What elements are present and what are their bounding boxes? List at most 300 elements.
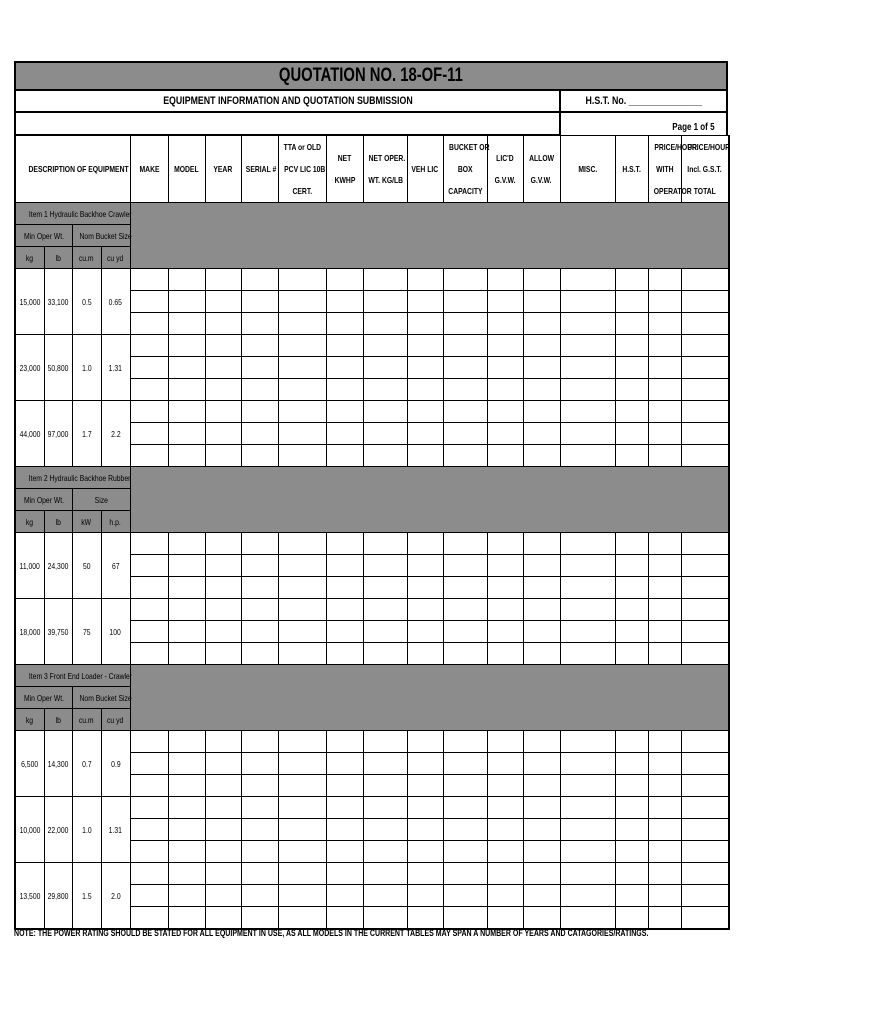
- entry-cell[interactable]: [560, 357, 615, 379]
- entry-cell[interactable]: [278, 731, 326, 753]
- entry-cell[interactable]: [615, 445, 648, 467]
- entry-cell[interactable]: [326, 401, 363, 423]
- entry-cell[interactable]: [615, 885, 648, 907]
- entry-cell[interactable]: [205, 753, 241, 775]
- entry-cell[interactable]: [363, 269, 407, 291]
- entry-cell[interactable]: [681, 819, 729, 841]
- entry-cell[interactable]: [615, 797, 648, 819]
- entry-cell[interactable]: [278, 357, 326, 379]
- entry-cell[interactable]: [523, 533, 560, 555]
- entry-cell[interactable]: [363, 533, 407, 555]
- entry-cell[interactable]: [130, 753, 168, 775]
- entry-cell[interactable]: [523, 819, 560, 841]
- entry-cell[interactable]: [326, 423, 363, 445]
- entry-cell[interactable]: [241, 731, 278, 753]
- entry-cell[interactable]: [278, 269, 326, 291]
- entry-cell[interactable]: [523, 797, 560, 819]
- entry-cell[interactable]: [168, 753, 205, 775]
- entry-cell[interactable]: [326, 863, 363, 885]
- entry-cell[interactable]: [648, 731, 681, 753]
- entry-cell[interactable]: [487, 621, 523, 643]
- entry-cell[interactable]: [407, 797, 443, 819]
- entry-cell[interactable]: [241, 775, 278, 797]
- entry-cell[interactable]: [615, 291, 648, 313]
- entry-cell[interactable]: [560, 533, 615, 555]
- entry-cell[interactable]: [615, 863, 648, 885]
- entry-cell[interactable]: [407, 313, 443, 335]
- entry-cell[interactable]: [241, 907, 278, 930]
- entry-cell[interactable]: [363, 577, 407, 599]
- entry-cell[interactable]: [443, 775, 487, 797]
- entry-cell[interactable]: [130, 335, 168, 357]
- entry-cell[interactable]: [168, 291, 205, 313]
- entry-cell[interactable]: [205, 269, 241, 291]
- entry-cell[interactable]: [205, 841, 241, 863]
- entry-cell[interactable]: [560, 819, 615, 841]
- entry-cell[interactable]: [523, 335, 560, 357]
- entry-cell[interactable]: [407, 863, 443, 885]
- entry-cell[interactable]: [241, 863, 278, 885]
- entry-cell[interactable]: [681, 643, 729, 665]
- entry-cell[interactable]: [278, 555, 326, 577]
- entry-cell[interactable]: [523, 643, 560, 665]
- entry-cell[interactable]: [130, 885, 168, 907]
- entry-cell[interactable]: [615, 379, 648, 401]
- entry-cell[interactable]: [443, 533, 487, 555]
- entry-cell[interactable]: [615, 753, 648, 775]
- entry-cell[interactable]: [278, 291, 326, 313]
- entry-cell[interactable]: [560, 423, 615, 445]
- entry-cell[interactable]: [363, 379, 407, 401]
- entry-cell[interactable]: [130, 423, 168, 445]
- entry-cell[interactable]: [523, 841, 560, 863]
- entry-cell[interactable]: [407, 291, 443, 313]
- entry-cell[interactable]: [130, 533, 168, 555]
- entry-cell[interactable]: [560, 863, 615, 885]
- entry-cell[interactable]: [326, 445, 363, 467]
- entry-cell[interactable]: [241, 379, 278, 401]
- entry-cell[interactable]: [130, 599, 168, 621]
- entry-cell[interactable]: [648, 313, 681, 335]
- entry-cell[interactable]: [648, 841, 681, 863]
- entry-cell[interactable]: [278, 621, 326, 643]
- entry-cell[interactable]: [326, 731, 363, 753]
- entry-cell[interactable]: [278, 907, 326, 930]
- entry-cell[interactable]: [407, 643, 443, 665]
- entry-cell[interactable]: [168, 621, 205, 643]
- entry-cell[interactable]: [443, 863, 487, 885]
- entry-cell[interactable]: [615, 819, 648, 841]
- entry-cell[interactable]: [168, 445, 205, 467]
- entry-cell[interactable]: [363, 819, 407, 841]
- entry-cell[interactable]: [560, 445, 615, 467]
- entry-cell[interactable]: [130, 357, 168, 379]
- entry-cell[interactable]: [407, 401, 443, 423]
- entry-cell[interactable]: [648, 753, 681, 775]
- entry-cell[interactable]: [487, 863, 523, 885]
- entry-cell[interactable]: [523, 291, 560, 313]
- entry-cell[interactable]: [363, 621, 407, 643]
- entry-cell[interactable]: [278, 401, 326, 423]
- entry-cell[interactable]: [560, 379, 615, 401]
- entry-cell[interactable]: [407, 621, 443, 643]
- entry-cell[interactable]: [523, 445, 560, 467]
- entry-cell[interactable]: [205, 599, 241, 621]
- entry-cell[interactable]: [615, 269, 648, 291]
- entry-cell[interactable]: [326, 819, 363, 841]
- entry-cell[interactable]: [487, 775, 523, 797]
- entry-cell[interactable]: [560, 269, 615, 291]
- entry-cell[interactable]: [241, 577, 278, 599]
- entry-cell[interactable]: [205, 313, 241, 335]
- entry-cell[interactable]: [681, 555, 729, 577]
- entry-cell[interactable]: [681, 423, 729, 445]
- entry-cell[interactable]: [560, 599, 615, 621]
- entry-cell[interactable]: [523, 555, 560, 577]
- entry-cell[interactable]: [615, 731, 648, 753]
- entry-cell[interactable]: [407, 753, 443, 775]
- entry-cell[interactable]: [241, 841, 278, 863]
- entry-cell[interactable]: [487, 753, 523, 775]
- entry-cell[interactable]: [487, 907, 523, 930]
- entry-cell[interactable]: [205, 621, 241, 643]
- entry-cell[interactable]: [326, 577, 363, 599]
- entry-cell[interactable]: [523, 753, 560, 775]
- entry-cell[interactable]: [560, 775, 615, 797]
- entry-cell[interactable]: [278, 753, 326, 775]
- entry-cell[interactable]: [407, 379, 443, 401]
- entry-cell[interactable]: [205, 885, 241, 907]
- entry-cell[interactable]: [363, 841, 407, 863]
- entry-cell[interactable]: [407, 533, 443, 555]
- entry-cell[interactable]: [443, 819, 487, 841]
- entry-cell[interactable]: [681, 775, 729, 797]
- entry-cell[interactable]: [241, 599, 278, 621]
- entry-cell[interactable]: [363, 423, 407, 445]
- entry-cell[interactable]: [130, 621, 168, 643]
- entry-cell[interactable]: [407, 907, 443, 930]
- entry-cell[interactable]: [326, 357, 363, 379]
- entry-cell[interactable]: [560, 643, 615, 665]
- entry-cell[interactable]: [241, 819, 278, 841]
- entry-cell[interactable]: [648, 533, 681, 555]
- entry-cell[interactable]: [168, 269, 205, 291]
- entry-cell[interactable]: [648, 797, 681, 819]
- entry-cell[interactable]: [487, 445, 523, 467]
- entry-cell[interactable]: [363, 335, 407, 357]
- entry-cell[interactable]: [681, 357, 729, 379]
- entry-cell[interactable]: [130, 269, 168, 291]
- entry-cell[interactable]: [241, 533, 278, 555]
- entry-cell[interactable]: [205, 775, 241, 797]
- entry-cell[interactable]: [648, 357, 681, 379]
- entry-cell[interactable]: [681, 599, 729, 621]
- entry-cell[interactable]: [326, 841, 363, 863]
- entry-cell[interactable]: [615, 313, 648, 335]
- entry-cell[interactable]: [130, 907, 168, 930]
- entry-cell[interactable]: [326, 335, 363, 357]
- entry-cell[interactable]: [681, 533, 729, 555]
- entry-cell[interactable]: [443, 841, 487, 863]
- entry-cell[interactable]: [326, 621, 363, 643]
- entry-cell[interactable]: [648, 885, 681, 907]
- entry-cell[interactable]: [407, 599, 443, 621]
- entry-cell[interactable]: [560, 885, 615, 907]
- entry-cell[interactable]: [443, 379, 487, 401]
- entry-cell[interactable]: [443, 643, 487, 665]
- entry-cell[interactable]: [168, 885, 205, 907]
- entry-cell[interactable]: [681, 907, 729, 930]
- entry-cell[interactable]: [326, 291, 363, 313]
- entry-cell[interactable]: [205, 423, 241, 445]
- entry-cell[interactable]: [278, 863, 326, 885]
- entry-cell[interactable]: [443, 291, 487, 313]
- entry-cell[interactable]: [648, 775, 681, 797]
- entry-cell[interactable]: [681, 313, 729, 335]
- entry-cell[interactable]: [443, 445, 487, 467]
- entry-cell[interactable]: [681, 379, 729, 401]
- entry-cell[interactable]: [241, 621, 278, 643]
- entry-cell[interactable]: [523, 379, 560, 401]
- entry-cell[interactable]: [407, 555, 443, 577]
- entry-cell[interactable]: [168, 577, 205, 599]
- entry-cell[interactable]: [168, 555, 205, 577]
- entry-cell[interactable]: [130, 731, 168, 753]
- entry-cell[interactable]: [278, 335, 326, 357]
- entry-cell[interactable]: [363, 599, 407, 621]
- entry-cell[interactable]: [278, 379, 326, 401]
- entry-cell[interactable]: [443, 313, 487, 335]
- entry-cell[interactable]: [278, 599, 326, 621]
- entry-cell[interactable]: [560, 621, 615, 643]
- entry-cell[interactable]: [443, 797, 487, 819]
- entry-cell[interactable]: [205, 533, 241, 555]
- entry-cell[interactable]: [648, 643, 681, 665]
- entry-cell[interactable]: [407, 775, 443, 797]
- entry-cell[interactable]: [560, 577, 615, 599]
- entry-cell[interactable]: [443, 907, 487, 930]
- entry-cell[interactable]: [681, 401, 729, 423]
- entry-cell[interactable]: [363, 907, 407, 930]
- entry-cell[interactable]: [241, 555, 278, 577]
- entry-cell[interactable]: [168, 533, 205, 555]
- entry-cell[interactable]: [615, 533, 648, 555]
- entry-cell[interactable]: [363, 731, 407, 753]
- entry-cell[interactable]: [241, 423, 278, 445]
- entry-cell[interactable]: [130, 797, 168, 819]
- entry-cell[interactable]: [363, 445, 407, 467]
- entry-cell[interactable]: [487, 797, 523, 819]
- entry-cell[interactable]: [278, 819, 326, 841]
- entry-cell[interactable]: [407, 819, 443, 841]
- entry-cell[interactable]: [648, 621, 681, 643]
- entry-cell[interactable]: [443, 401, 487, 423]
- entry-cell[interactable]: [681, 269, 729, 291]
- entry-cell[interactable]: [407, 423, 443, 445]
- entry-cell[interactable]: [443, 335, 487, 357]
- entry-cell[interactable]: [130, 819, 168, 841]
- entry-cell[interactable]: [523, 401, 560, 423]
- entry-cell[interactable]: [130, 775, 168, 797]
- entry-cell[interactable]: [560, 841, 615, 863]
- entry-cell[interactable]: [681, 335, 729, 357]
- entry-cell[interactable]: [487, 577, 523, 599]
- entry-cell[interactable]: [326, 599, 363, 621]
- entry-cell[interactable]: [278, 577, 326, 599]
- entry-cell[interactable]: [487, 841, 523, 863]
- entry-cell[interactable]: [443, 423, 487, 445]
- entry-cell[interactable]: [205, 577, 241, 599]
- entry-cell[interactable]: [523, 599, 560, 621]
- entry-cell[interactable]: [130, 401, 168, 423]
- entry-cell[interactable]: [560, 907, 615, 930]
- entry-cell[interactable]: [648, 577, 681, 599]
- entry-cell[interactable]: [443, 885, 487, 907]
- entry-cell[interactable]: [168, 731, 205, 753]
- entry-cell[interactable]: [363, 291, 407, 313]
- entry-cell[interactable]: [681, 445, 729, 467]
- entry-cell[interactable]: [241, 643, 278, 665]
- entry-cell[interactable]: [487, 313, 523, 335]
- entry-cell[interactable]: [168, 643, 205, 665]
- entry-cell[interactable]: [205, 401, 241, 423]
- entry-cell[interactable]: [443, 599, 487, 621]
- entry-cell[interactable]: [241, 753, 278, 775]
- entry-cell[interactable]: [648, 335, 681, 357]
- entry-cell[interactable]: [648, 445, 681, 467]
- entry-cell[interactable]: [278, 797, 326, 819]
- entry-cell[interactable]: [443, 555, 487, 577]
- entry-cell[interactable]: [241, 357, 278, 379]
- entry-cell[interactable]: [560, 401, 615, 423]
- entry-cell[interactable]: [487, 291, 523, 313]
- entry-cell[interactable]: [407, 269, 443, 291]
- entry-cell[interactable]: [648, 907, 681, 930]
- entry-cell[interactable]: [205, 819, 241, 841]
- entry-cell[interactable]: [326, 313, 363, 335]
- entry-cell[interactable]: [407, 577, 443, 599]
- entry-cell[interactable]: [681, 577, 729, 599]
- entry-cell[interactable]: [241, 313, 278, 335]
- entry-cell[interactable]: [130, 863, 168, 885]
- entry-cell[interactable]: [205, 555, 241, 577]
- entry-cell[interactable]: [615, 775, 648, 797]
- entry-cell[interactable]: [681, 885, 729, 907]
- entry-cell[interactable]: [205, 731, 241, 753]
- entry-cell[interactable]: [168, 335, 205, 357]
- entry-cell[interactable]: [326, 775, 363, 797]
- entry-cell[interactable]: [560, 335, 615, 357]
- entry-cell[interactable]: [205, 643, 241, 665]
- entry-cell[interactable]: [168, 797, 205, 819]
- entry-cell[interactable]: [681, 621, 729, 643]
- entry-cell[interactable]: [523, 731, 560, 753]
- entry-cell[interactable]: [560, 313, 615, 335]
- entry-cell[interactable]: [130, 313, 168, 335]
- entry-cell[interactable]: [130, 841, 168, 863]
- entry-cell[interactable]: [130, 577, 168, 599]
- entry-cell[interactable]: [363, 555, 407, 577]
- entry-cell[interactable]: [487, 819, 523, 841]
- entry-cell[interactable]: [487, 335, 523, 357]
- entry-cell[interactable]: [241, 335, 278, 357]
- entry-cell[interactable]: [130, 379, 168, 401]
- entry-cell[interactable]: [443, 621, 487, 643]
- entry-cell[interactable]: [615, 599, 648, 621]
- entry-cell[interactable]: [278, 533, 326, 555]
- entry-cell[interactable]: [523, 907, 560, 930]
- entry-cell[interactable]: [648, 379, 681, 401]
- entry-cell[interactable]: [326, 797, 363, 819]
- entry-cell[interactable]: [130, 445, 168, 467]
- entry-cell[interactable]: [615, 357, 648, 379]
- entry-cell[interactable]: [363, 885, 407, 907]
- entry-cell[interactable]: [130, 291, 168, 313]
- entry-cell[interactable]: [278, 313, 326, 335]
- entry-cell[interactable]: [168, 775, 205, 797]
- entry-cell[interactable]: [443, 269, 487, 291]
- entry-cell[interactable]: [523, 577, 560, 599]
- entry-cell[interactable]: [278, 775, 326, 797]
- entry-cell[interactable]: [407, 885, 443, 907]
- entry-cell[interactable]: [523, 313, 560, 335]
- entry-cell[interactable]: [487, 599, 523, 621]
- hst-number-field[interactable]: [561, 91, 726, 111]
- entry-cell[interactable]: [615, 401, 648, 423]
- entry-cell[interactable]: [487, 401, 523, 423]
- entry-cell[interactable]: [407, 445, 443, 467]
- entry-cell[interactable]: [241, 885, 278, 907]
- entry-cell[interactable]: [615, 643, 648, 665]
- entry-cell[interactable]: [168, 379, 205, 401]
- entry-cell[interactable]: [615, 335, 648, 357]
- entry-cell[interactable]: [205, 357, 241, 379]
- entry-cell[interactable]: [205, 907, 241, 930]
- entry-cell[interactable]: [615, 621, 648, 643]
- entry-cell[interactable]: [363, 863, 407, 885]
- entry-cell[interactable]: [168, 907, 205, 930]
- entry-cell[interactable]: [205, 797, 241, 819]
- entry-cell[interactable]: [523, 423, 560, 445]
- entry-cell[interactable]: [523, 269, 560, 291]
- entry-cell[interactable]: [681, 797, 729, 819]
- entry-cell[interactable]: [168, 599, 205, 621]
- entry-cell[interactable]: [615, 841, 648, 863]
- entry-cell[interactable]: [168, 819, 205, 841]
- entry-cell[interactable]: [523, 775, 560, 797]
- entry-cell[interactable]: [241, 401, 278, 423]
- entry-cell[interactable]: [326, 269, 363, 291]
- entry-cell[interactable]: [278, 841, 326, 863]
- entry-cell[interactable]: [615, 423, 648, 445]
- entry-cell[interactable]: [363, 313, 407, 335]
- entry-cell[interactable]: [487, 269, 523, 291]
- entry-cell[interactable]: [523, 357, 560, 379]
- entry-cell[interactable]: [560, 797, 615, 819]
- entry-cell[interactable]: [487, 643, 523, 665]
- entry-cell[interactable]: [560, 555, 615, 577]
- entry-cell[interactable]: [681, 291, 729, 313]
- entry-cell[interactable]: [681, 841, 729, 863]
- entry-cell[interactable]: [205, 445, 241, 467]
- entry-cell[interactable]: [681, 863, 729, 885]
- entry-cell[interactable]: [326, 907, 363, 930]
- entry-cell[interactable]: [487, 885, 523, 907]
- entry-cell[interactable]: [363, 797, 407, 819]
- entry-cell[interactable]: [278, 885, 326, 907]
- entry-cell[interactable]: [241, 291, 278, 313]
- entry-cell[interactable]: [205, 291, 241, 313]
